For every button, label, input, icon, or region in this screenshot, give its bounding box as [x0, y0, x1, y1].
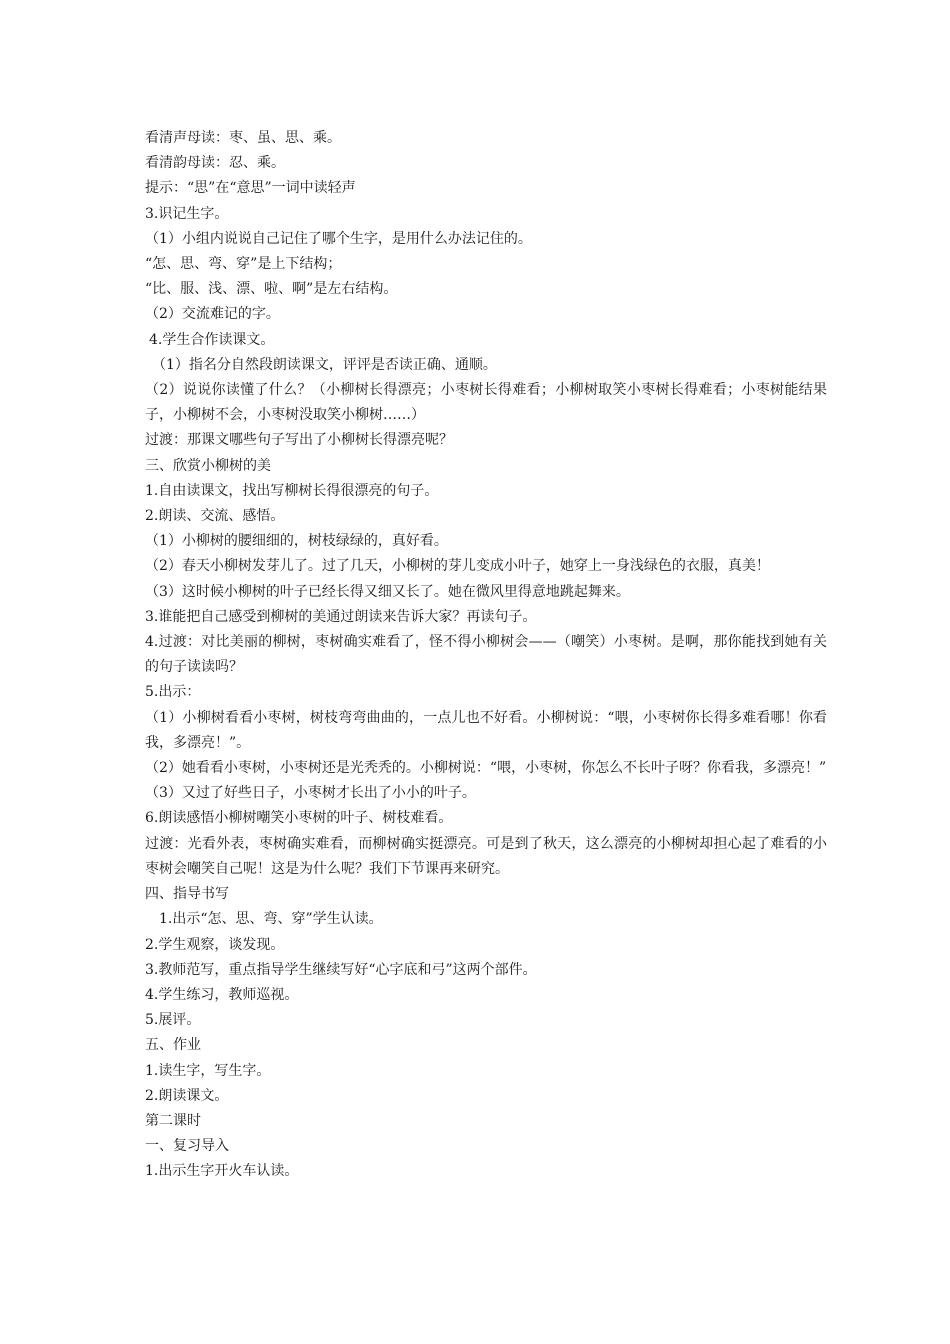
text-line: 5.展评。	[145, 1012, 201, 1029]
text-paragraph: 过渡：光看外表，枣树确实难看，而柳树确实挺漂亮。可是到了秋天，这么漂亮的小柳树却担心起了难看的小枣树会嘲笑自己呢！这是为什么呢？我们下节课再来研究。	[145, 835, 827, 877]
text-line: 1.读生字，写生字。	[145, 1062, 271, 1079]
text-paragraph: （2）她看看小枣树，小枣树还是光秃秃的。小柳树说：“喂，小枣树，你怎么不长叶子呀？你看我，多漂亮！”	[145, 760, 827, 777]
text-line: （1）小柳树的腰细细的，树枝绿绿的，真好看。	[145, 533, 448, 550]
text-line: （3）又过了好些日子，小枣树才长出了小小的叶子。	[145, 785, 476, 802]
text-paragraph: （2）春天小柳树发芽儿了。过了几天，小柳树的芽儿变成小叶子，她穿上一身浅绿色的衣服，真美！	[145, 558, 770, 575]
lesson-heading: 第二课时	[145, 1112, 201, 1129]
text-line: 4.学生练习，教师巡视。	[145, 986, 299, 1003]
text-paragraph: （2）说说你读懂了什么？（小柳树长得漂亮；小枣树长得难看；小柳树取笑小枣树长得难看；小枣树能结果子，小柳树不会，小枣树没取笑小柳树……）	[145, 382, 827, 424]
text-paragraph: （1）小柳树看看小枣树，树枝弯弯曲曲的，一点儿也不好看。小柳树说：“喂，小枣树你长得多难看哪！你看我，多漂亮！”。	[145, 709, 827, 751]
text-line: 3.谁能把自己感受到柳树的美通过朗读来告诉大家？再读句子。	[145, 608, 537, 625]
section-heading: 三、欣赏小柳树的美	[145, 457, 271, 474]
text-line: 过渡：那课文哪些句子写出了小柳树长得漂亮呢？	[145, 432, 453, 449]
text-line: 提示：“思”在“意思”一词中读轻声	[145, 180, 356, 197]
text-line: 2.朗读课文。	[145, 1087, 229, 1104]
text-line: （3）这时候小柳树的叶子已经长得又细又长了。她在微风里得意地跳起舞来。	[145, 583, 630, 600]
text-line: 看清韵母读：忍、乘。	[145, 155, 285, 172]
text-line: “怎、思、弯、穿”是上下结构；	[145, 256, 342, 273]
text-line: 1.出示生字开火车认读。	[145, 1163, 299, 1180]
text-line: （1）指名分自然段朗读课文，评评是否读正确、通顺。	[152, 356, 497, 373]
text-line: 6.朗读感悟小柳树嘲笑小枣树的叶子、树枝难看。	[145, 810, 453, 827]
text-line: （1）小组内说说自己记住了哪个生字，是用什么办法记住的。	[145, 230, 532, 247]
section-heading: 五、作业	[145, 1037, 201, 1054]
text-line: 2.朗读、交流、感悟。	[145, 508, 285, 525]
text-line: 2.学生观察，谈发现。	[145, 936, 285, 953]
text-line: 3.识记生字。	[145, 205, 229, 222]
text-line: 1.出示“怎、思、弯、穿”学生认读。	[159, 911, 383, 928]
text-line: 看清声母读：枣、虽、思、乘。	[145, 130, 341, 146]
section-heading: 四、指导书写	[145, 886, 229, 903]
document-body	[145, 126, 827, 1185]
text-line: 4.学生合作读课文。	[149, 331, 275, 348]
text-line: 3.教师范写，重点指导学生继续写好“心字底和弓”这两个部件。	[145, 961, 537, 978]
text-line: （2）交流难记的字。	[145, 306, 280, 323]
text-line: “比、服、浅、漂、啦、啊”是左右结构。	[145, 281, 398, 298]
text-line: 1.自由读课文，找出写柳树长得很漂亮的句子。	[145, 482, 439, 499]
section-heading: 一、复习导入	[145, 1138, 229, 1155]
text-line: 5.出示：	[145, 684, 201, 701]
text-paragraph: 4.过渡：对比美丽的柳树，枣树确实难看了，怪不得小柳树会——（嘲笑）小枣树。是啊，那你能找到她有关的句子读读吗？	[145, 634, 827, 676]
